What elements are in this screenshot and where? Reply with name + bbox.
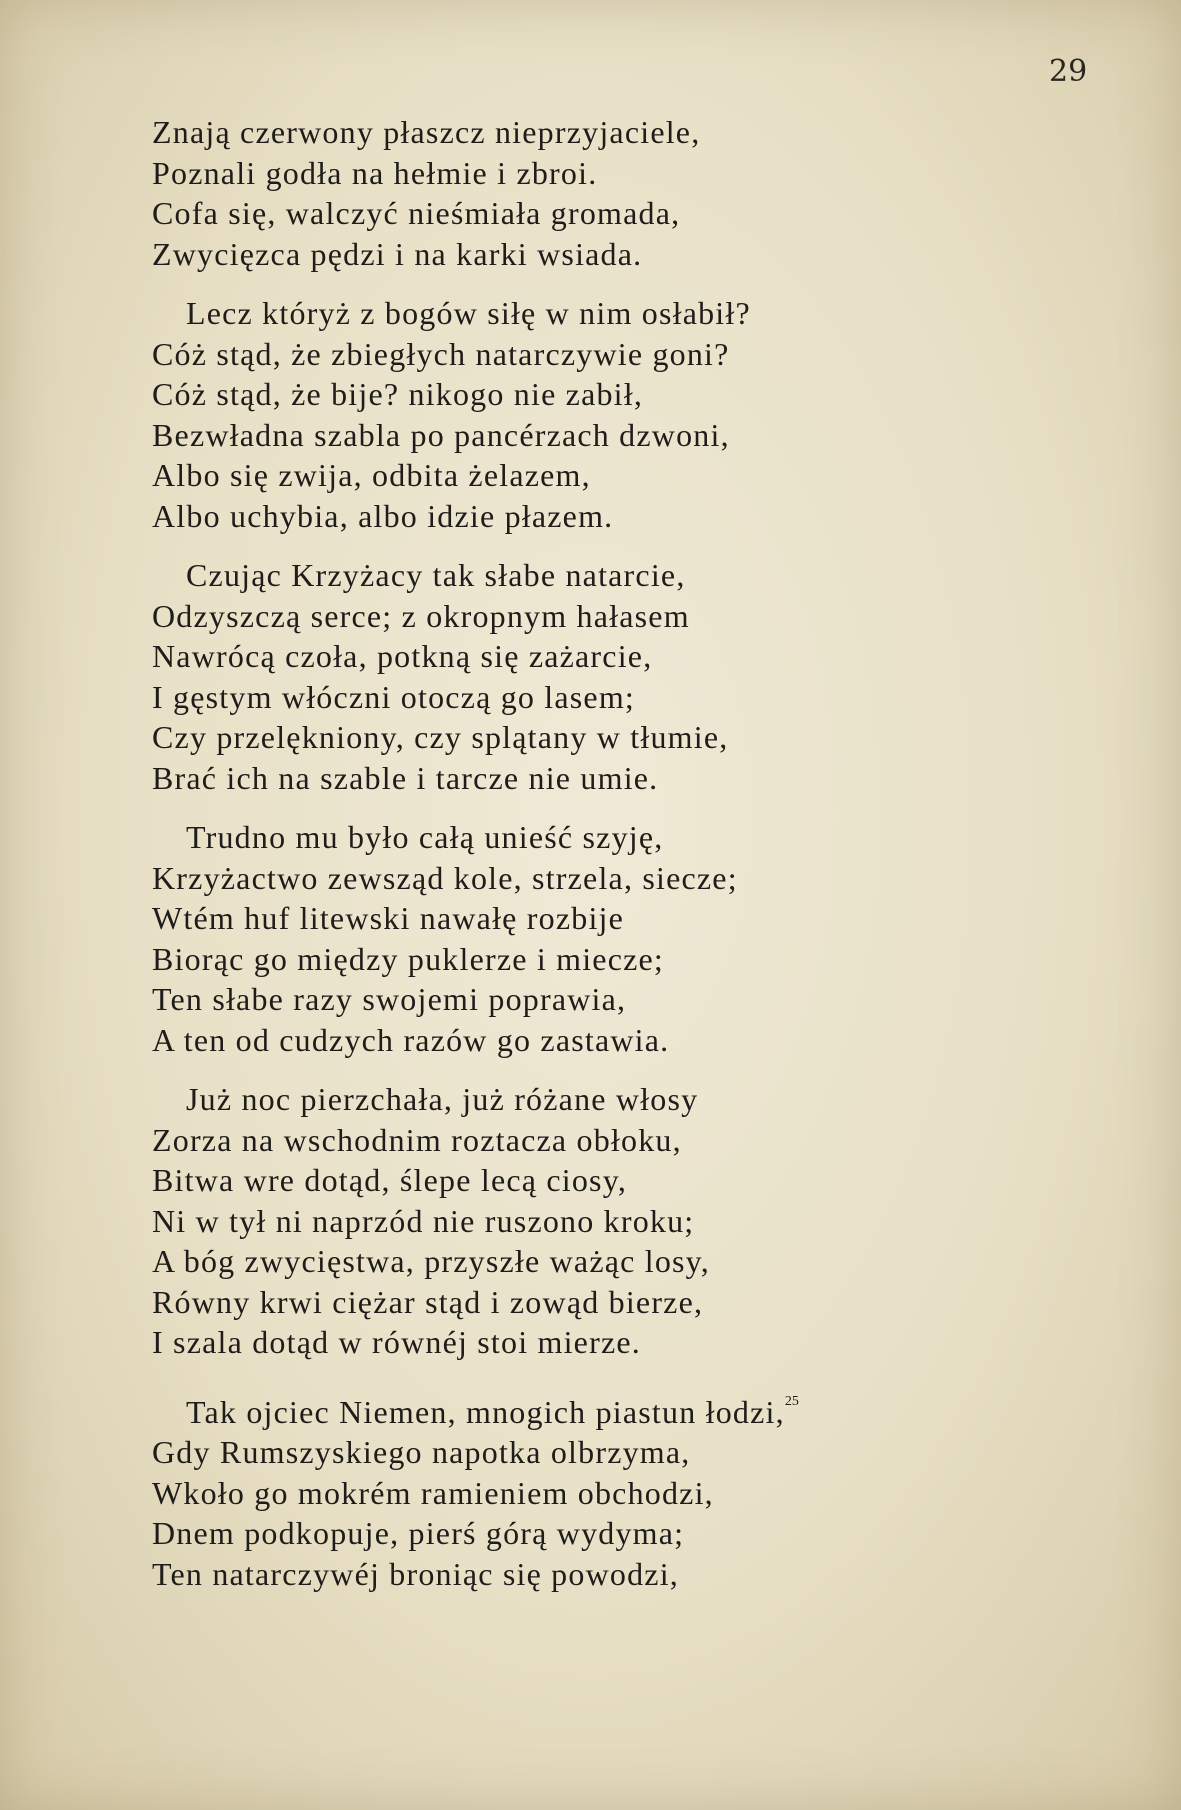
stanza-4 [152,817,1052,1060]
verse-line: Lecz któryż z bogów siłę w nim osłabił? [186,295,751,331]
verse-line: Cóż stąd, że bije? nikogo nie zabił, [152,376,644,412]
verse-line: Czując Krzyżacy tak słabe natarcie, [186,557,686,593]
page-number: 29 [1049,54,1088,89]
verse-line: Już noc pierzchała, już różane włosy [186,1081,699,1117]
stanza-3 [152,555,1052,798]
verse-line: Znają czerwony płaszcz nieprzyjaciele, [152,114,701,150]
stanza-5 [152,1079,1052,1363]
verse-line: Wtém huf litewski nawałę rozbije [152,900,625,936]
verse-line: Trudno mu było całą unieść szyję, [186,819,664,855]
verse-line: Ten natarczywéj broniąc się powodzi, [152,1555,679,1592]
verse-line: Albo uchybia, albo idzie płazem. [152,497,614,534]
verse-line: Wkoło go mokrém ramieniem obchodzi, [152,1474,714,1511]
verse-line: Dnem podkopuje, pierś górą wydyma; [152,1515,685,1551]
verse-line: Bezwładna szabla po pancérzach dzwoni, [152,416,730,453]
verse-line: Czy przelękniony, czy splątany w tłumie, [152,719,729,755]
verse-line: Cóż stąd, że zbiegłych natarczywie goni? [152,335,730,372]
verse-line: A bóg zwycięstwa, przyszłe ważąc losy, [152,1243,711,1279]
verse-line [152,1382,1052,1433]
verse-line: Nawrócą czoła, potkną się zażarcie, [152,638,653,674]
verse-line: Poznali godła na hełmie i zbroi. [152,154,598,191]
verse-line: I szala dotąd w równéj stoi mierze. [152,1324,641,1360]
stanza-1 [152,112,1052,274]
verse-line: Albo się zwija, odbita żelazem, [152,457,591,493]
verse-line-text: Tak ojciec Niemen, mnogich piastun łodzi, [186,1393,785,1430]
verse-line: Zorza na wschodnim roztacza obłoku, [152,1121,682,1158]
stanza-2 [152,293,1052,536]
verse-line: Zwycięzca pędzi i na karki wsiada. [152,235,643,272]
verse-line: Ten słabe razy swojemi poprawia, [152,981,627,1017]
stanza-6 [152,1382,1052,1595]
verse-line: I gęstym włóczni otoczą go lasem; [152,678,636,715]
poem-text [152,112,1052,1613]
verse-line: A ten od cudzych razów go zastawia. [152,1021,670,1058]
verse-line: Odzyszczą serce; z okropnym hałasem [152,597,690,634]
verse-line: Brać ich na szable i tarcze nie umie. [152,759,659,796]
verse-line: Cofa się, walczyć nieśmiała gromada, [152,195,681,231]
verse-line: Biorąc go między puklerze i miecze; [152,940,665,977]
verse-line: Bitwa wre dotąd, ślepe lecą ciosy, [152,1162,628,1198]
footnote-mark: 25 [784,1393,799,1409]
verse-line: Równy krwi ciężar stąd i zowąd bierze, [152,1283,704,1320]
verse-line: Ni w tył ni naprzód nie ruszono kroku; [152,1202,695,1239]
verse-line: Gdy Rumszyskiego napotka olbrzyma, [152,1434,691,1470]
verse-line: Krzyżactwo zewsząd kole, strzela, siecze; [152,859,738,896]
